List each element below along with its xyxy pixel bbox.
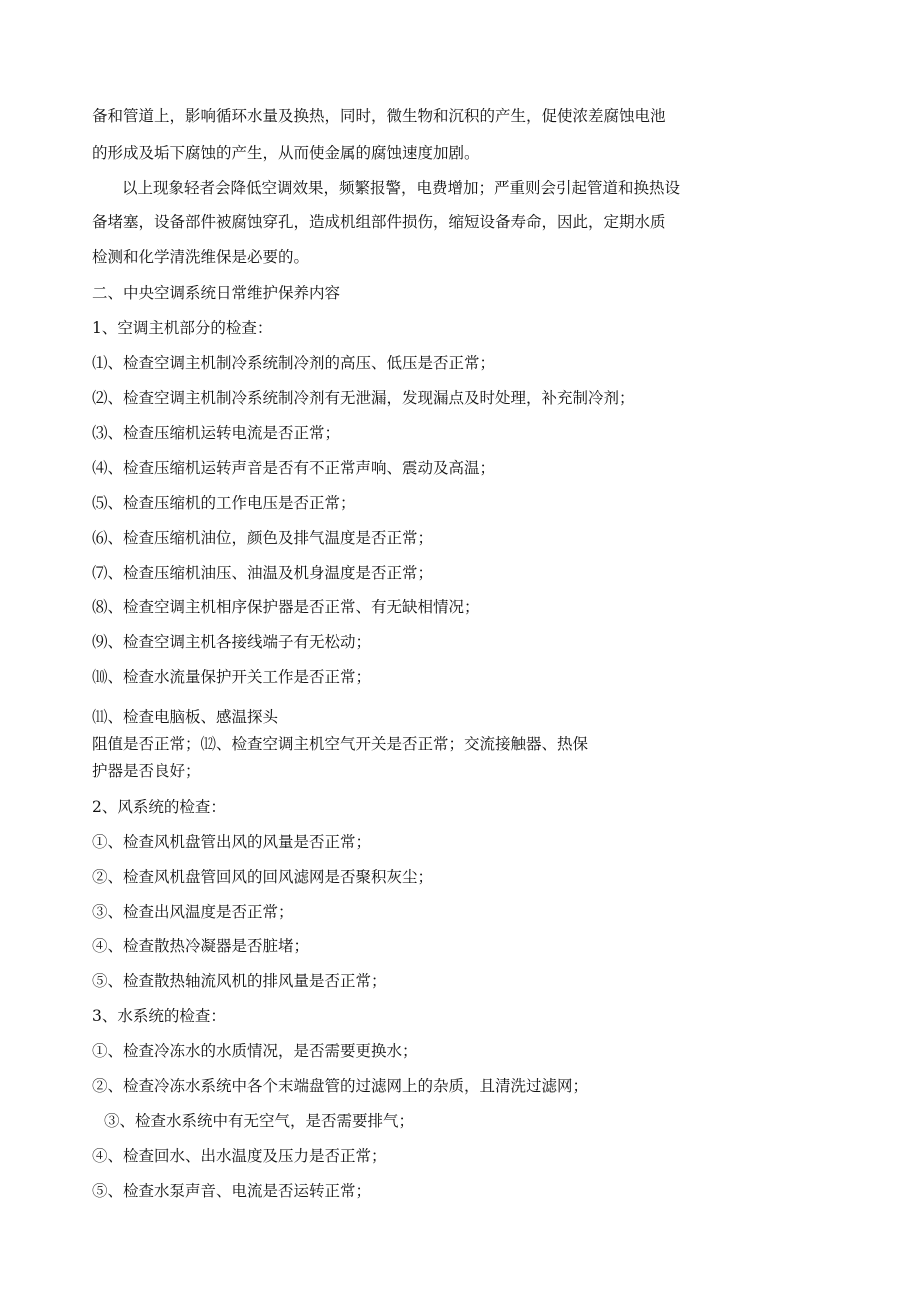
intro-line-5: 检测和化学清洗维保是必要的。 <box>92 248 310 266</box>
intro-line-2: 的形成及垢下腐蚀的产生，从而使金属的腐蚀速度加剧。 <box>92 144 480 162</box>
intro-line-3: 以上现象轻者会降低空调效果，频繁报警，电费增加；严重则会引起管道和换热设 <box>122 179 681 197</box>
list-item: ⑤、检查水泵声音、电流是否运转正常； <box>92 1182 372 1200</box>
list-item: ⑷、检查压缩机运转声音是否有不正常声响、震动及高温； <box>92 459 496 477</box>
list-item: ④、检查散热冷凝器是否脏堵； <box>92 937 310 955</box>
list-item: ⑻、检查空调主机相序保护器是否正常、有无缺相情况； <box>92 598 480 616</box>
list-item: ②、检查风机盘管回风的回风滤网是否聚积灰尘； <box>92 868 434 886</box>
host-check-heading: 1、空调主机部分的检查： <box>92 319 273 337</box>
list-item: ⑽、检查水流量保护开关工作是否正常； <box>92 668 372 686</box>
list-item: ⑼、检查空调主机各接线端子有无松动； <box>92 633 372 651</box>
list-item: ②、检查冷冻水系统中各个末端盘管的过滤网上的杂质，且清洗过滤网； <box>92 1077 589 1095</box>
list-item: ⑹、检查压缩机油位，颜色及排气温度是否正常； <box>92 529 434 547</box>
water-check-heading: 3、水系统的检查： <box>92 1007 226 1025</box>
section-heading: 二、中央空调系统日常维护保养内容 <box>92 284 341 302</box>
list-item: ⑴、检查空调主机制冷系统制冷剂的高压、低压是否正常； <box>92 354 496 372</box>
list-item: ④、检查回水、出水温度及压力是否正常； <box>92 1147 387 1165</box>
list-item: ①、检查风机盘管出风的风量是否正常； <box>92 833 372 851</box>
list-item: ⑺、检查压缩机油压、油温及机身温度是否正常； <box>92 564 434 582</box>
list-item: ⑤、检查散热轴流风机的排风量是否正常； <box>92 972 387 990</box>
list-item: 阻值是否正常；⑿、检查空调主机空气开关是否正常；交流接触器、热保 <box>92 735 589 753</box>
list-item: ⑶、检查压缩机运转电流是否正常； <box>92 424 341 442</box>
list-item: ③、检查出风温度是否正常； <box>92 903 294 921</box>
list-item: ⑸、检查压缩机的工作电压是否正常； <box>92 494 356 512</box>
list-item: ①、检查冷冻水的水质情况，是否需要更换水； <box>92 1042 418 1060</box>
list-item: ⑵、检查空调主机制冷系统制冷剂有无泄漏，发现漏点及时处理，补充制冷剂； <box>92 389 635 407</box>
list-item: ⑾、检查电脑板、感温探头 <box>92 708 279 726</box>
wind-check-heading: 2、风系统的检查： <box>92 798 226 816</box>
intro-line-1: 备和管道上，影响循环水量及换热，同时，微生物和沉积的产生，促使浓差腐蚀电池 <box>92 107 666 125</box>
list-item: ③、检查水系统中有无空气，是否需要排气； <box>104 1112 415 1130</box>
list-item: 护器是否良好； <box>92 762 201 780</box>
intro-line-4: 备堵塞，设备部件被腐蚀穿孔，造成机组部件损伤，缩短设备寿命，因此，定期水质 <box>92 213 666 231</box>
